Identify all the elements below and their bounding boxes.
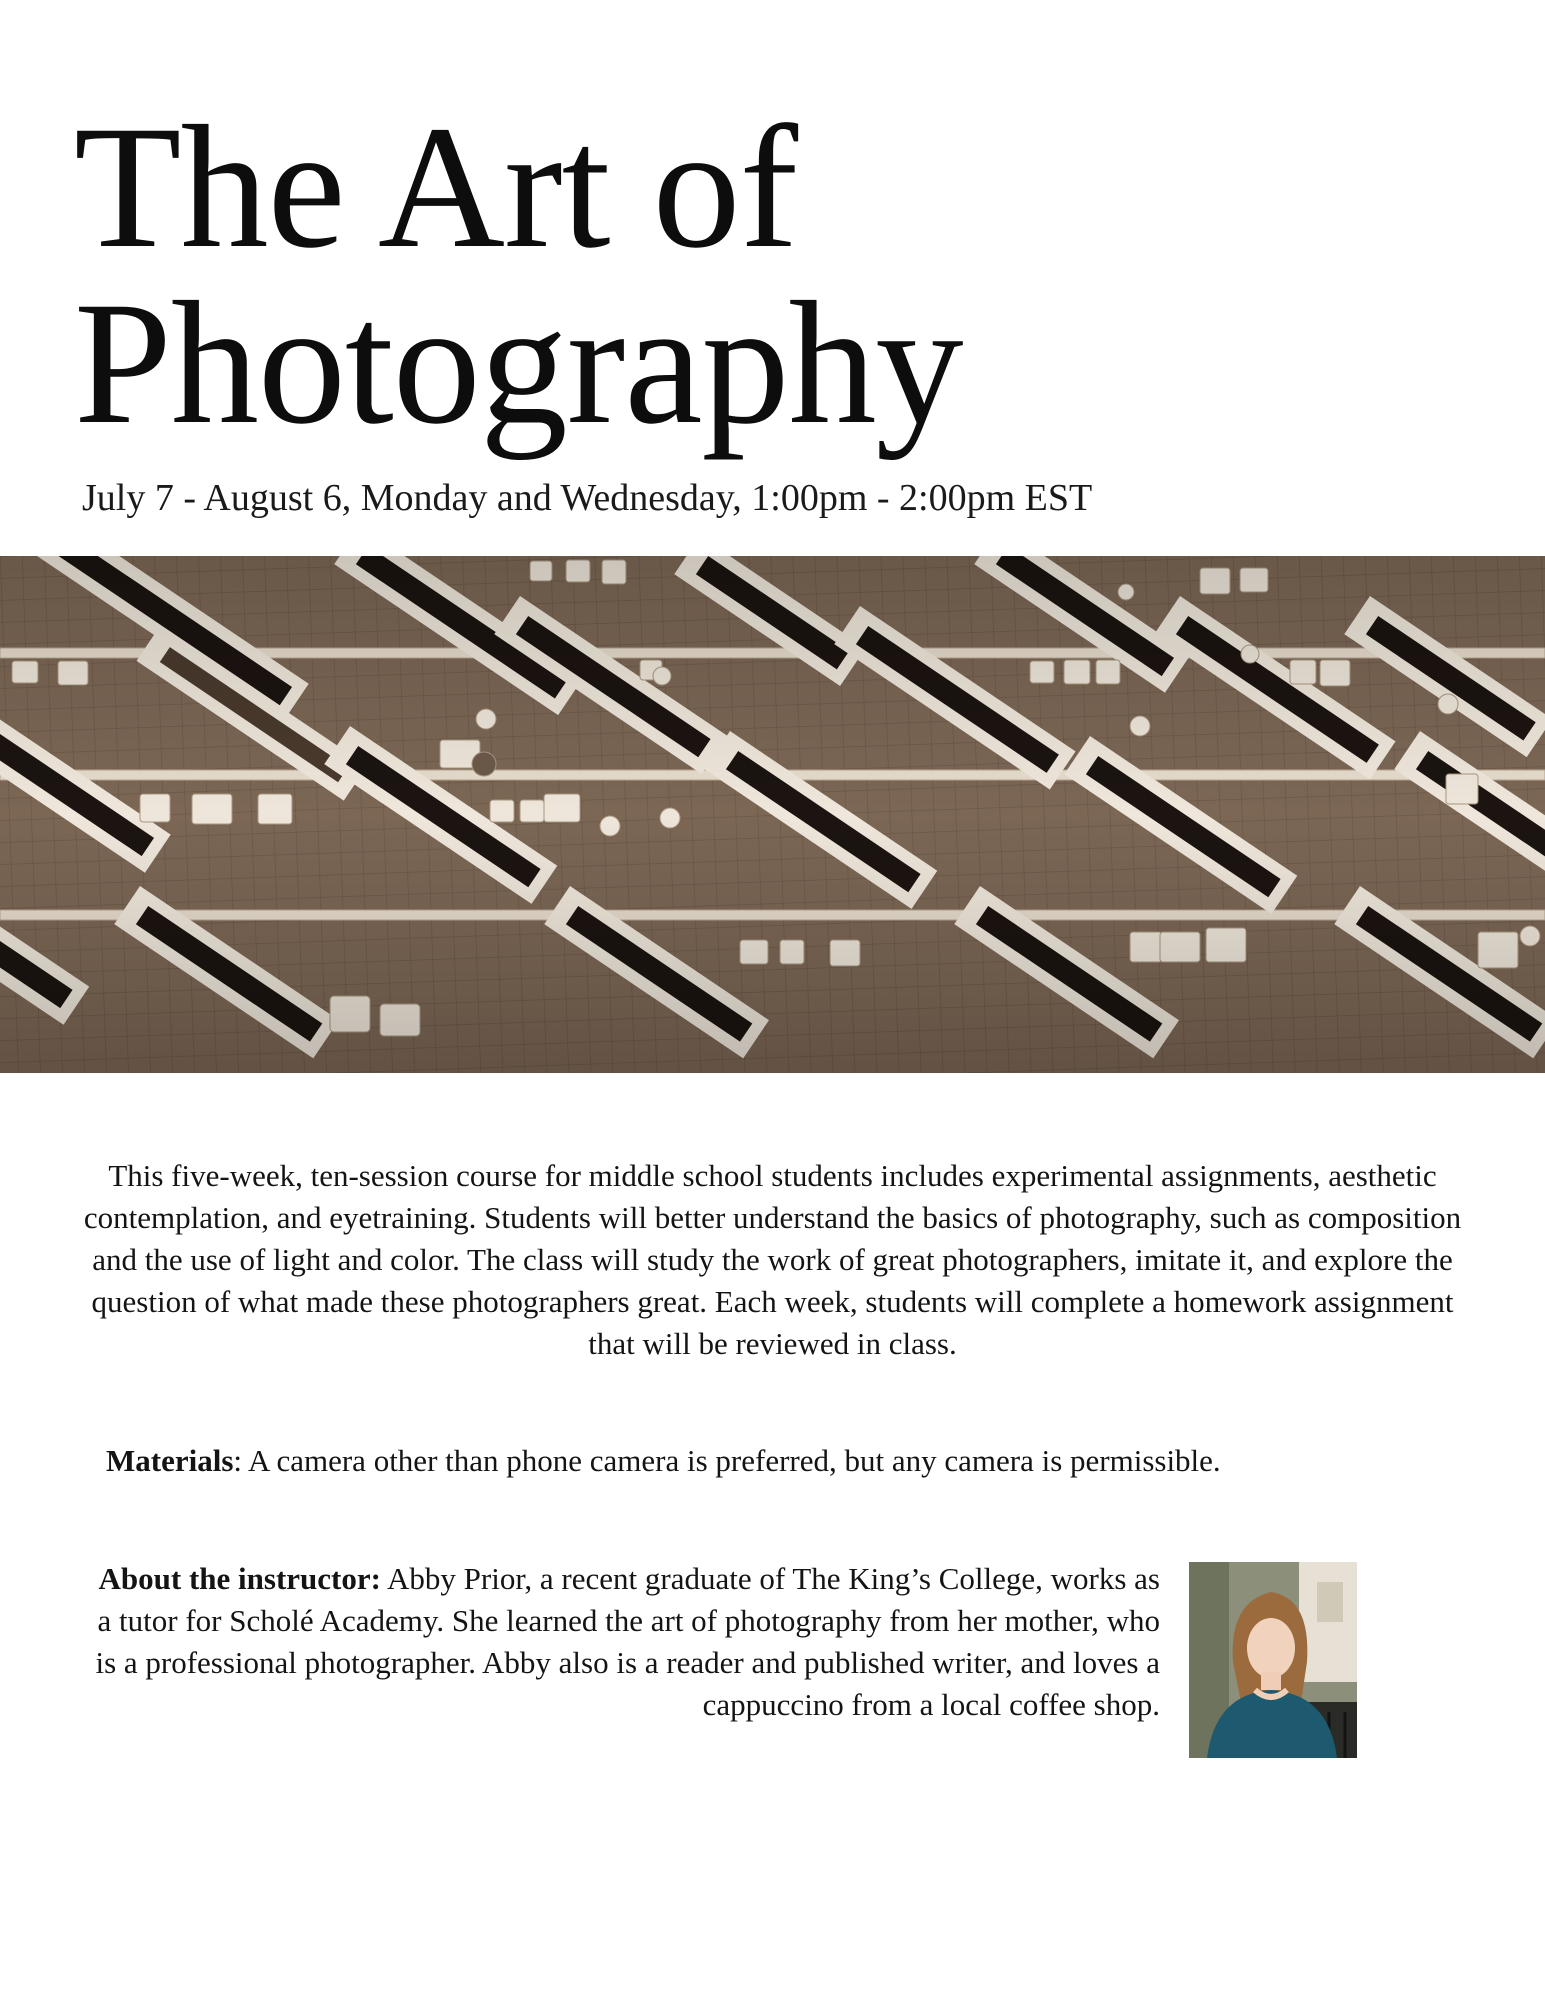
instructor-label: About the instructor:: [98, 1561, 381, 1596]
title-line-2: Photography: [74, 266, 963, 461]
course-schedule: July 7 - August 6, Monday and Wednesday, 1:00pm - 2:00pm EST: [82, 477, 1093, 519]
title-line-1: The Art of: [74, 90, 798, 285]
materials-label: Materials: [106, 1443, 234, 1478]
instructor-text: Abby Prior, a recent graduate of The King’s College, works as a tutor for Scholé Academy. She learned the art of photography from her mother, who is a professional photographer. Abby also is a reader and published writer, and loves a cappuccino from a local coffee shop.: [95, 1561, 1160, 1722]
instructor-bio: [90, 1558, 1160, 1726]
course-description: This five-week, ten-session course for middle school students includes experimental assignments, aesthetic contemplation, and eyetraining. Students will better understand the basics of photography, such as composition and the use of light and color. The class will study the work of great photographers, imitate it, and explore the question of what made these photographers great. Each week, students will complete a homework assignment that will be reviewed in class.: [83, 1158, 1462, 1361]
materials-note: [106, 1440, 1506, 1482]
hero-photo: [0, 556, 1545, 1073]
page-title: [74, 90, 1374, 461]
materials-text: : A camera other than phone camera is preferred, but any camera is permissible.: [233, 1443, 1221, 1478]
instructor-photo: [1189, 1562, 1357, 1758]
